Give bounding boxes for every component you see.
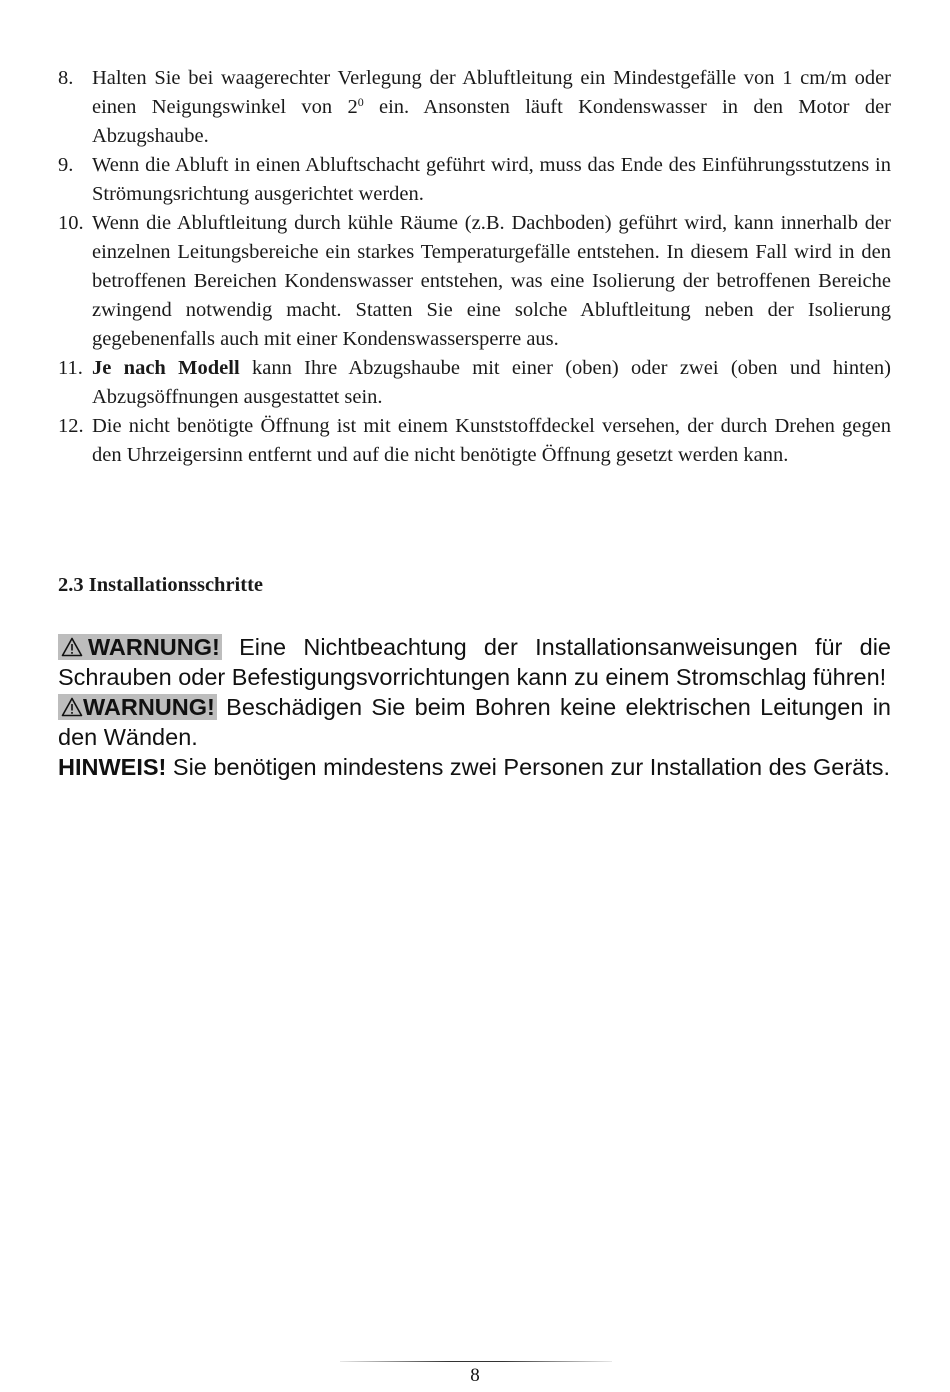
warning-text: Beschädigen Sie beim Bohren keine elektrischen Leitungen in den Wänden. (58, 694, 891, 750)
hint-notice (58, 752, 891, 782)
warning-text: Eine Nichtbeachtung der Installationsanweisungen für die Schrauben oder Befestigungsvorrichtungen kann zu einem Stromschlag führen! (58, 634, 891, 690)
list-item (58, 354, 891, 412)
footer-divider (340, 1361, 612, 1362)
list-item-number: 8. (58, 67, 74, 89)
list-item (58, 64, 891, 151)
list-item-number: 12. (58, 415, 84, 437)
list-item-number: 9. (58, 154, 74, 176)
list-item-text: Wenn die Abluftleitung durch kühle Räume (z.B. Dachboden) geführt wird, kann innerhalb der einzelnen Leitungsbereiche ein starkes Temperaturgefälle entstehen. In diesem Fall wird in den betroffenen Bereichen Kondenswasser entstehen, was eine Isolierung der betroffenen Bereiche zwingend notwendig macht. Statten Sie eine solche Abluftleitung neben der Isolierung gegebenenfalls auch mit einer Kondenswassersperre aus. (92, 212, 891, 350)
hint-text: Sie benötigen mindestens zwei Personen zur Installation des Geräts. (166, 754, 891, 780)
warning-label-text: WARNUNG! (88, 634, 220, 660)
list-item-number: 10. (58, 212, 84, 234)
superscript-degree: 0 (357, 95, 364, 109)
list-item-text: kann Ihre Abzugshaube mit einer (oben) oder zwei (oben und hinten) Abzugsöffnungen ausgestattet sein. (92, 357, 891, 408)
hint-label: HINWEIS! (58, 754, 167, 780)
list-item (58, 412, 891, 470)
list-item-text-continued: ein. Ansonsten läuft Kondenswasser in den Motor der Abzugshaube. (92, 96, 891, 147)
list-item (58, 151, 891, 209)
list-item-text: Die nicht benötigte Öffnung ist mit einem Kunststoffdeckel versehen, der durch Drehen gegen den Uhrzeigersinn entfernt und auf die nicht benötigte Öffnung gesetzt werden kann. (92, 415, 891, 466)
list-item-number: 11. (58, 357, 83, 379)
section-heading: 2.3 Installationsschritte (58, 574, 263, 596)
warning-label (58, 634, 222, 660)
page-number: 8 (470, 1365, 480, 1386)
warning-label-text: WARNUNG! (83, 694, 215, 720)
warning-notice (58, 692, 891, 752)
warning-triangle-icon (61, 697, 83, 717)
installation-notes-list (58, 64, 891, 470)
warning-notice (58, 632, 891, 692)
list-item-text: Wenn die Abluft in einen Abluftschacht geführt wird, muss das Ende des Einführungsstutzens in Strömungsrichtung ausgerichtet werden. (92, 154, 891, 205)
list-item (58, 209, 891, 354)
warning-label (58, 694, 217, 720)
list-item-text: Halten Sie bei waagerechter Verlegung der Abluftleitung ein Mindestgefälle von 1 cm/m oder einen Neigungswinkel von 2 (92, 67, 891, 118)
warning-triangle-icon (61, 637, 83, 657)
list-item-bold-text: Je nach Modell (92, 357, 240, 379)
notices-block (58, 632, 891, 782)
